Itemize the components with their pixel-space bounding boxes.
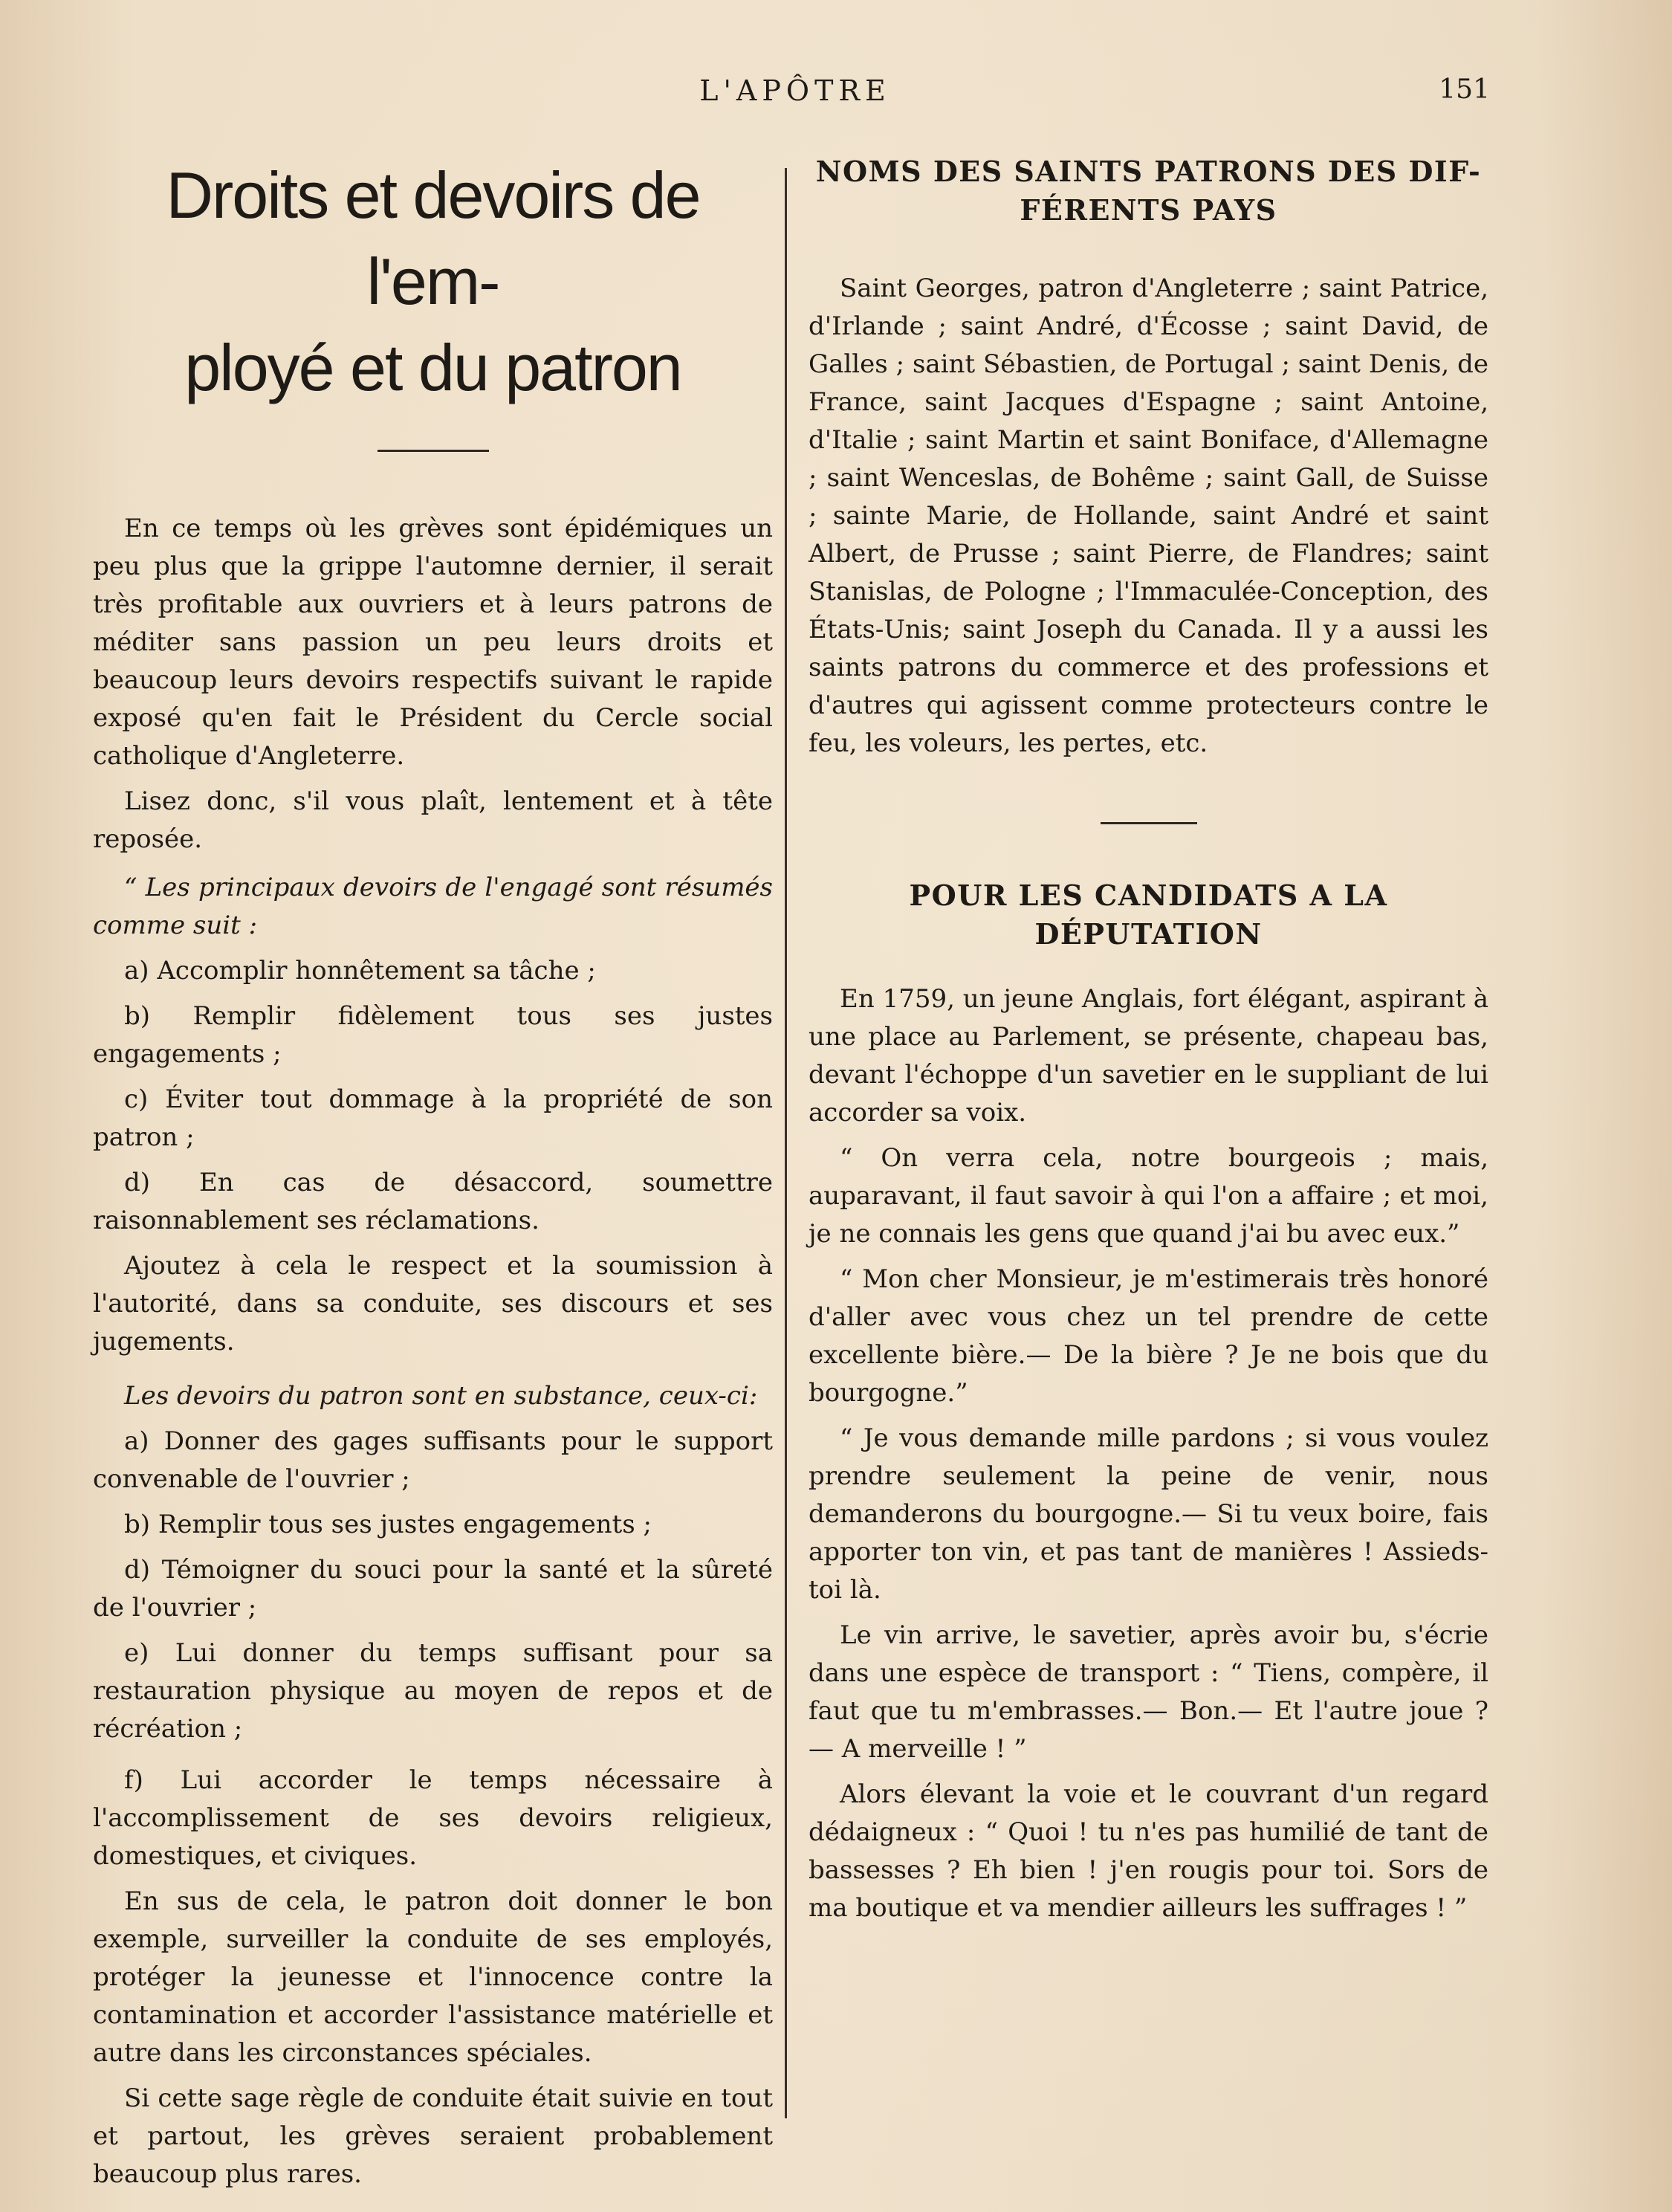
left-column: [93, 152, 773, 2193]
closing-paragraph: Si cette sage règle de conduite était suivie en tout et partout, les grèves seraient probablement beaucoup plus rares.: [93, 2083, 773, 2189]
journal-title: L'APÔTRE: [699, 74, 891, 107]
title-rule: [378, 450, 489, 452]
employer-duty-item: a) Donner des gages suffisants pour le support convenable de l'ouvrier ;: [93, 1426, 773, 1494]
closing-paragraph: En sus de cela, le patron doit donner le bon exemple, surveiller la conduite de ses employés, protéger la jeunesse et l'innocence contre la contamination et accorder l'assistance matérielle et autre dans les circonstances spéciales.: [93, 1886, 773, 2068]
right-column: [809, 152, 1488, 1927]
saints-paragraph: Saint Georges, patron d'Angleterre ; saint Patrice, d'Irlande ; saint André, d'Écosse ; saint David, de Galles ; saint Sébastien, de Portugal ; saint Denis, de France, saint Jacques d'Espagne ; saint Antoine, d'Italie ; saint Martin et saint Boniface, d'Allemagne ; saint Wenceslas, de Bohême ; saint Gall, de Suisse ; sainte Marie, de Hollande, saint André et saint Albert, de Prusse ; saint Pierre, de Flandres; saint Stanislas, de Pologne ; l'Immaculée-Conception, des États-Unis; saint Joseph du Canada. Il y a aussi les saints patrons du commerce et des professions et d'autres qui agissent comme protecteurs contre le feu, les voleurs, les pertes, etc.: [809, 274, 1488, 758]
employee-duty-item: b) Remplir fidèlement tous ses justes engagements ;: [93, 1001, 773, 1069]
saints-title-line-1: NOMS DES SAINTS PATRONS DES DIF-: [815, 155, 1482, 188]
running-head: [0, 74, 1672, 119]
employer-duty-item: b) Remplir tous ses justes engagements ;: [124, 1510, 652, 1539]
saints-article-title: [809, 152, 1488, 230]
candidates-title-line-2: DÉPUTATION: [1034, 917, 1263, 951]
intro-paragraph: En ce temps où les grèves sont épidémiques un peu plus que la grippe l'automne dernier, il serait très profitable aux ouvriers et à leurs patrons de méditer sans passion un peu leurs droits et beaucoup leurs devoirs respectifs suivant le rapide exposé qu'en fait le Président du Cercle social catholique d'Angleterre.: [93, 514, 773, 771]
candidates-title-line-1: POUR LES CANDIDATS A LA: [909, 879, 1388, 912]
candidates-paragraph: “ On verra cela, notre bourgeois ; mais, auparavant, il faut savoir à qui l'on a affaire ; et moi, je ne connais les gens que quand j'ai bu avec eux.”: [809, 1143, 1488, 1249]
candidates-paragraph: En 1759, un jeune Anglais, fort élégant, aspirant à une place au Parlement, se présente, chapeau bas, devant l'échoppe d'un savetier en le suppliant de lui accorder sa voix.: [809, 984, 1488, 1128]
employee-duty-item: c) Éviter tout dommage à la propriété de son patron ;: [93, 1084, 773, 1152]
employee-duty-item: d) En cas de désaccord, soumettre raisonnablement ses réclamations.: [93, 1168, 773, 1235]
employee-duties-heading: “ Les principaux devoirs de l'engagé sont résumés comme suit :: [93, 873, 773, 940]
candidates-article-title: [809, 876, 1488, 954]
employer-duty-item: e) Lui donner du temps suffisant pour sa restauration physique au moyen de repos et de récréation ;: [93, 1638, 773, 1744]
column-divider: [785, 168, 787, 2118]
intro-paragraph: Lisez donc, s'il vous plaît, lentement et à tête reposée.: [93, 786, 773, 854]
employer-duty-item: d) Témoigner du souci pour la santé et la sûreté de l'ouvrier ;: [93, 1555, 773, 1623]
page-number: 151: [1439, 74, 1490, 105]
candidates-paragraph: Le vin arrive, le savetier, après avoir bu, s'écrie dans une espèce de transport : “ Tiens, compère, il faut que tu m'embrasses.— Bon.— Et l'autre joue ? — A merveille ! ”: [809, 1620, 1488, 1764]
saints-title-line-2: FÉRENTS PAYS: [1020, 193, 1277, 227]
article-title: [93, 152, 773, 411]
employee-addendum: Ajoutez à cela le respect et la soumission à l'autorité, dans sa conduite, ses discours et ses jugements.: [93, 1251, 773, 1356]
article-title-line-2: ployé et du patron: [184, 331, 681, 404]
candidates-paragraph: “ Mon cher Monsieur, je m'estimerais très honoré d'aller avec vous chez un tel prendre de cette excellente bière.— De la bière ? Je ne bois que du bourgogne.”: [809, 1264, 1488, 1408]
candidates-paragraph: Alors élevant la voie et le couvrant d'un regard dédaigneux : “ Quoi ! tu n'es pas humilié de tant de bassesses ? Eh bien ! j'en rougis pour toi. Sors de ma boutique et va mendier ailleurs les suffrages ! ”: [809, 1779, 1488, 1923]
employer-duties-heading: Les devoirs du patron sont en substance, ceux-ci:: [124, 1381, 758, 1411]
employer-duty-item: f) Lui accorder le temps nécessaire à l'accomplissement de ses devoirs religieux, domestiques, et civiques.: [93, 1765, 773, 1871]
article-title-line-1: Droits et devoirs de l'em-: [166, 158, 700, 318]
section-rule: [1101, 822, 1197, 824]
candidates-paragraph: “ Je vous demande mille pardons ; si vous voulez prendre seulement la peine de venir, nous demanderons du bourgogne.— Si tu veux boire, fais apporter ton vin, et pas tant de manières ! Assieds-toi là.: [809, 1423, 1488, 1605]
employee-duty-item: a) Accomplir honnêtement sa tâche ;: [124, 956, 596, 986]
